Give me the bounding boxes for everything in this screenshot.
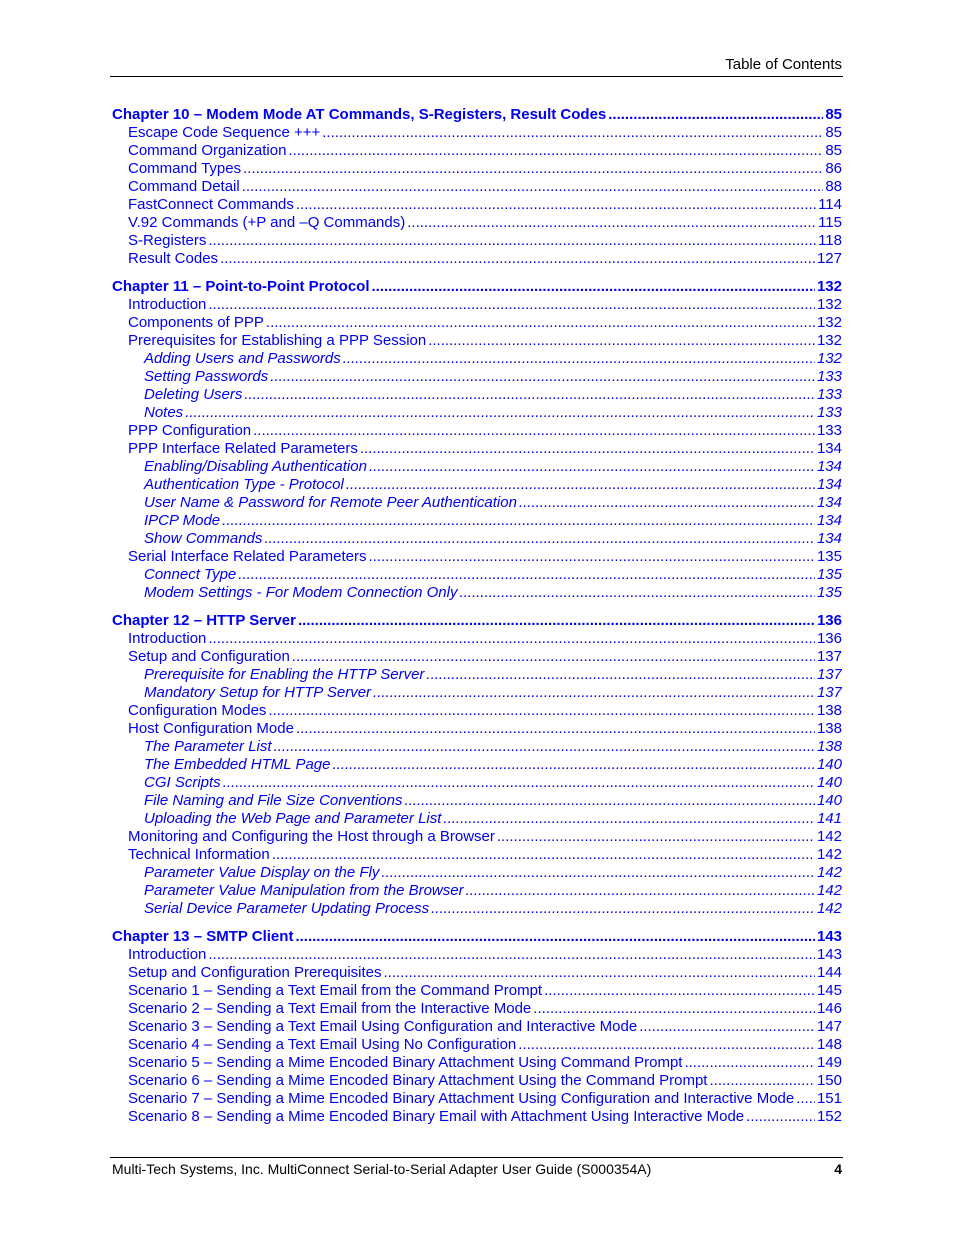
toc-entry-page-number: 142 [816, 882, 842, 899]
toc-entry-link[interactable] [112, 756, 842, 774]
footer-rule [110, 1157, 843, 1158]
toc-entry-page-number: 132 [816, 314, 842, 331]
toc-entry-link[interactable] [112, 1018, 842, 1036]
toc-chapter-link[interactable] [112, 106, 842, 124]
toc-entry-link[interactable] [112, 196, 842, 214]
toc-entry-title: The Parameter List [144, 738, 272, 755]
toc-entry-title: Setting Passwords [144, 368, 269, 385]
toc-entry-page-number: 115 [818, 214, 842, 231]
toc-entry-page-number: 136 [816, 612, 842, 629]
toc-dot-leader [220, 250, 815, 268]
toc-entry-link[interactable] [112, 1054, 842, 1072]
toc-dot-leader [639, 1018, 815, 1036]
toc-entry-title: Setup and Configuration [128, 648, 290, 665]
toc-entry-link[interactable] [112, 566, 842, 584]
toc-entry-title: Chapter 11 – Point-to-Point Protocol [112, 278, 370, 295]
toc-entry-link[interactable] [112, 142, 842, 160]
toc-dot-leader [343, 350, 815, 368]
toc-entry-page-number: 132 [816, 332, 842, 349]
toc-dot-leader [292, 648, 815, 666]
toc-dot-leader [238, 566, 815, 584]
toc-dot-leader [373, 684, 815, 702]
toc-dot-leader [372, 278, 815, 296]
toc-entry-title: Prerequisites for Establishing a PPP Session [128, 332, 427, 349]
toc-entry-page-number: 137 [816, 666, 842, 683]
toc-entry-title: User Name & Password for Remote Peer Authentication [144, 494, 517, 511]
toc-entry-page-number: 86 [825, 160, 842, 177]
toc-entry-link[interactable] [112, 232, 842, 250]
toc-entry-title: Scenario 6 – Sending a Mime Encoded Binary Attachment Using the Command Prompt [128, 1072, 708, 1089]
toc-entry-page-number: 137 [816, 684, 842, 701]
toc-dot-leader [369, 458, 815, 476]
toc-entry-title: Modem Settings - For Modem Connection Only [144, 584, 458, 601]
toc-entry-title: Connect Type [144, 566, 237, 583]
toc-entry-page-number: 142 [816, 900, 842, 917]
toc-entry-title: Scenario 2 – Sending a Text Email from the Interactive Mode [128, 1000, 532, 1017]
toc-entry-page-number: 140 [816, 774, 842, 791]
toc-entry-link[interactable] [112, 476, 842, 494]
toc-entry-title: Introduction [128, 630, 207, 647]
toc-entry-page-number: 134 [816, 440, 842, 457]
toc-entry-title: Scenario 4 – Sending a Text Email Using No Configuration [128, 1036, 517, 1053]
toc-entry-title: Uploading the Web Page and Parameter List [144, 810, 442, 827]
toc-entry-link[interactable] [112, 1072, 842, 1090]
toc-entry-title: Prerequisite for Enabling the HTTP Server [144, 666, 425, 683]
toc-entry-page-number: 149 [816, 1054, 842, 1071]
toc-dot-leader [518, 1036, 815, 1054]
toc-entry-page-number: 137 [816, 648, 842, 665]
toc-dot-leader [244, 386, 815, 404]
toc-dot-leader [709, 1072, 814, 1090]
toc-dot-leader [368, 548, 815, 566]
toc-entry-title: Scenario 5 – Sending a Mime Encoded Binary Attachment Using Command Prompt [128, 1054, 683, 1071]
toc-entry-title: PPP Interface Related Parameters [128, 440, 358, 457]
toc-dot-leader [333, 756, 815, 774]
toc-dot-leader [208, 946, 815, 964]
toc-dot-leader [208, 296, 815, 314]
toc-entry-link[interactable] [112, 684, 842, 702]
toc-entry-link[interactable] [112, 666, 842, 684]
toc-dot-leader [253, 422, 815, 440]
toc-dot-leader [296, 196, 816, 214]
toc-dot-leader [243, 160, 823, 178]
toc-entry-page-number: 146 [816, 1000, 842, 1017]
toc-dot-leader [466, 882, 815, 900]
toc-dot-leader [443, 810, 815, 828]
toc-entry-link[interactable] [112, 296, 842, 314]
footer-document-title: Multi-Tech Systems, Inc. MultiConnect Serial-to-Serial Adapter User Guide (S000354A) [112, 1161, 652, 1177]
toc-entry-title: Show Commands [144, 530, 263, 547]
toc-entry-title: Host Configuration Mode [128, 720, 294, 737]
toc-entry-link[interactable] [112, 386, 842, 404]
toc-entry-title: The Embedded HTML Page [144, 756, 331, 773]
toc-dot-leader [185, 404, 815, 422]
toc-entry-page-number: 152 [816, 1108, 842, 1125]
toc-entry-link[interactable] [112, 404, 842, 422]
toc-entry-page-number: 132 [816, 350, 842, 367]
toc-entry-link[interactable] [112, 422, 842, 440]
toc-entry-page-number: 135 [816, 584, 842, 601]
toc-entry-link[interactable] [112, 124, 842, 142]
toc-entry-title: Serial Interface Related Parameters [128, 548, 367, 565]
toc-entry-title: Adding Users and Passwords [144, 350, 341, 367]
toc-entry-page-number: 138 [816, 720, 842, 737]
toc-chapter-link[interactable] [112, 928, 842, 946]
toc-entry-link[interactable] [112, 982, 842, 1000]
toc-dot-leader [298, 612, 815, 630]
toc-entry-link[interactable] [112, 738, 842, 756]
toc-entry-page-number: 135 [816, 566, 842, 583]
toc-entry-title: Authentication Type - Protocol [144, 476, 344, 493]
toc-entry-page-number: 145 [816, 982, 842, 999]
toc-entry-title: Components of PPP [128, 314, 264, 331]
toc-entry-title: Command Detail [128, 178, 240, 195]
toc-entry-page-number: 132 [816, 296, 842, 313]
toc-entry-page-number: 135 [816, 548, 842, 565]
toc-entry-page-number: 134 [816, 512, 842, 529]
toc-dot-leader [274, 738, 815, 756]
toc-dot-leader [264, 530, 815, 548]
toc-dot-leader [346, 476, 815, 494]
toc-dot-leader [384, 964, 815, 982]
toc-entry-link[interactable] [112, 1090, 842, 1108]
toc-entry-page-number: 133 [816, 386, 842, 403]
toc-dot-leader [222, 512, 815, 530]
toc-dot-leader [431, 900, 815, 918]
toc-entry-link[interactable] [112, 160, 842, 178]
toc-entry-page-number: 133 [816, 368, 842, 385]
toc-entry-page-number: 136 [816, 630, 842, 647]
toc-entry-page-number: 151 [816, 1090, 842, 1107]
toc-entry-link[interactable] [112, 900, 842, 918]
toc-entry-page-number: 134 [816, 458, 842, 475]
toc-entry-page-number: 88 [825, 178, 842, 195]
toc-entry-link[interactable] [112, 1108, 842, 1126]
toc-entry-title: IPCP Mode [144, 512, 221, 529]
toc-entry-link[interactable] [112, 774, 842, 792]
toc-entry-title: Escape Code Sequence +++ [128, 124, 321, 141]
toc-entry-link[interactable] [112, 846, 842, 864]
toc-entry-title: Mandatory Setup for HTTP Server [144, 684, 372, 701]
toc-entry-page-number: 142 [816, 846, 842, 863]
toc-entry-link[interactable] [112, 250, 842, 268]
toc-entry-link[interactable] [112, 368, 842, 386]
toc-entry-link[interactable] [112, 350, 842, 368]
toc-entry-page-number: 134 [816, 530, 842, 547]
toc-entry-link[interactable] [112, 648, 842, 666]
toc-entry-link[interactable] [112, 864, 842, 882]
toc-entry-link[interactable] [112, 828, 842, 846]
toc-entry-title: Result Codes [128, 250, 219, 267]
toc-entry-title: Introduction [128, 296, 207, 313]
toc-dot-leader [270, 368, 815, 386]
toc-entry-title: Chapter 10 – Modem Mode AT Commands, S-Registers, Result Codes [112, 106, 607, 123]
toc-dot-leader [381, 864, 815, 882]
toc-entry-page-number: 132 [816, 278, 842, 295]
toc-entry-page-number: 140 [816, 792, 842, 809]
toc-entry-page-number: 144 [816, 964, 842, 981]
toc-entry-link[interactable] [112, 530, 842, 548]
toc-entry-title: Parameter Value Manipulation from the Browser [144, 882, 464, 899]
toc-entry-title: Setup and Configuration Prerequisites [128, 964, 382, 981]
toc-entry-title: Command Types [128, 160, 242, 177]
toc-dot-leader [266, 314, 815, 332]
toc-entry-link[interactable] [112, 512, 842, 530]
toc-entry-page-number: 138 [816, 738, 842, 755]
toc-entry-link[interactable] [112, 440, 842, 458]
toc-entry-title: Deleting Users [144, 386, 243, 403]
toc-entry-link[interactable] [112, 702, 842, 720]
toc-entry-page-number: 134 [816, 494, 842, 511]
toc-entry-title: Chapter 12 – HTTP Server [112, 612, 296, 629]
toc-entry-page-number: 140 [816, 756, 842, 773]
toc-dot-leader [404, 792, 815, 810]
toc-entry-link[interactable] [112, 1000, 842, 1018]
toc-dot-leader [519, 494, 815, 512]
toc-entry-link[interactable] [112, 810, 842, 828]
toc-dot-leader [268, 702, 815, 720]
toc-entry-title: Scenario 3 – Sending a Text Email Using Configuration and Interactive Mode [128, 1018, 638, 1035]
toc-entry-title: CGI Scripts [144, 774, 221, 791]
toc-entry-title: Scenario 8 – Sending a Mime Encoded Binary Email with Attachment Using Interactive Mode [128, 1108, 745, 1125]
toc-entry-page-number: 114 [818, 196, 842, 213]
toc-dot-leader [426, 666, 815, 684]
toc-entry-link[interactable] [112, 178, 842, 196]
toc-dot-leader [544, 982, 815, 1000]
table-of-contents [112, 106, 842, 1126]
toc-entry-link[interactable] [112, 882, 842, 900]
toc-entry-page-number: 133 [816, 404, 842, 421]
toc-entry-title: S-Registers [128, 232, 207, 249]
header-rule [110, 76, 843, 77]
toc-entry-link[interactable] [112, 314, 842, 332]
toc-entry-page-number: 142 [816, 864, 842, 881]
toc-entry-page-number: 143 [816, 946, 842, 963]
toc-entry-page-number: 134 [816, 476, 842, 493]
toc-dot-leader [407, 214, 816, 232]
toc-entry-title: Monitoring and Configuring the Host through a Browser [128, 828, 495, 845]
toc-entry-link[interactable] [112, 214, 842, 232]
toc-dot-leader [428, 332, 815, 350]
toc-entry-title: Command Organization [128, 142, 287, 159]
toc-dot-leader [223, 774, 815, 792]
toc-entry-link[interactable] [112, 1036, 842, 1054]
toc-entry-title: Scenario 1 – Sending a Text Email from the Command Prompt [128, 982, 543, 999]
toc-entry-title: Serial Device Parameter Updating Process [144, 900, 430, 917]
toc-entry-link[interactable] [112, 332, 842, 350]
toc-entry-title: V.92 Commands (+P and –Q Commands) [128, 214, 406, 231]
toc-dot-leader [533, 1000, 815, 1018]
toc-dot-leader [272, 846, 815, 864]
toc-entry-title: Enabling/Disabling Authentication [144, 458, 367, 475]
toc-entry-page-number: 118 [818, 232, 842, 249]
toc-dot-leader [208, 630, 815, 648]
toc-entry-page-number: 147 [816, 1018, 842, 1035]
toc-dot-leader [459, 584, 815, 602]
toc-dot-leader [322, 124, 823, 142]
toc-dot-leader [288, 142, 823, 160]
toc-entry-page-number: 127 [816, 250, 842, 267]
toc-dot-leader [608, 106, 823, 124]
toc-entry-page-number: 133 [816, 422, 842, 439]
toc-dot-leader [360, 440, 815, 458]
toc-dot-leader [208, 232, 816, 250]
toc-dot-leader [796, 1090, 815, 1108]
toc-entry-page-number: 138 [816, 702, 842, 719]
toc-dot-leader [295, 928, 815, 946]
toc-entry-title: PPP Configuration [128, 422, 252, 439]
toc-entry-page-number: 148 [816, 1036, 842, 1053]
toc-chapter-link[interactable] [112, 612, 842, 630]
toc-entry-title: Introduction [128, 946, 207, 963]
toc-chapter-link[interactable] [112, 278, 842, 296]
toc-entry-page-number: 85 [825, 142, 842, 159]
toc-entry-link[interactable] [112, 720, 842, 738]
toc-entry-link[interactable] [112, 946, 842, 964]
toc-entry-link[interactable] [112, 458, 842, 476]
toc-entry-page-number: 85 [825, 106, 842, 123]
toc-entry-link[interactable] [112, 584, 842, 602]
toc-entry-page-number: 142 [816, 828, 842, 845]
toc-dot-leader [746, 1108, 815, 1126]
toc-entry-title: Configuration Modes [128, 702, 267, 719]
footer-page-number: 4 [834, 1161, 842, 1177]
toc-entry-title: Technical Information [128, 846, 270, 863]
toc-entry-title: FastConnect Commands [128, 196, 294, 213]
toc-entry-link[interactable] [112, 964, 842, 982]
toc-dot-leader [684, 1054, 815, 1072]
toc-entry-page-number: 85 [825, 124, 842, 141]
toc-entry-link[interactable] [112, 548, 842, 566]
toc-entry-title: File Naming and File Size Conventions [144, 792, 403, 809]
toc-dot-leader [497, 828, 815, 846]
toc-dot-leader [296, 720, 815, 738]
toc-entry-title: Chapter 13 – SMTP Client [112, 928, 294, 945]
toc-entry-page-number: 150 [816, 1072, 842, 1089]
toc-entry-page-number: 143 [816, 928, 842, 945]
toc-entry-link[interactable] [112, 494, 842, 512]
toc-dot-leader [242, 178, 824, 196]
toc-entry-link[interactable] [112, 792, 842, 810]
running-header-title: Table of Contents [725, 56, 842, 73]
toc-entry-title: Scenario 7 – Sending a Mime Encoded Binary Attachment Using Configuration and Interactive Mode [128, 1090, 795, 1107]
toc-entry-page-number: 141 [816, 810, 842, 827]
toc-entry-link[interactable] [112, 630, 842, 648]
toc-entry-title: Notes [144, 404, 184, 421]
toc-entry-title: Parameter Value Display on the Fly [144, 864, 380, 881]
